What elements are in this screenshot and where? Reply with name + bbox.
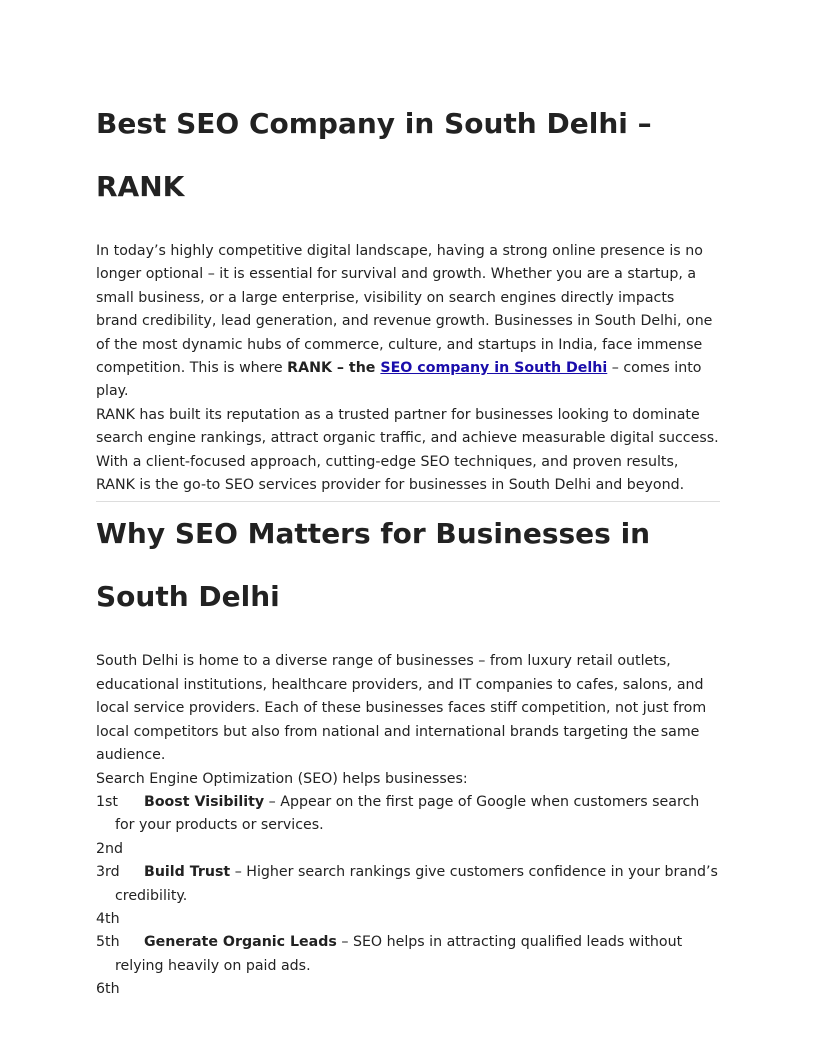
list-item (96, 838, 720, 861)
list-marker: 5th (96, 934, 120, 951)
list-item-text: – SEO helps in attracting qualified leads without relying heavily on paid ads. (115, 934, 683, 974)
list-item (96, 861, 720, 908)
list-item-title: Generate Organic Leads (144, 934, 337, 951)
list-item-text: – Appear on the first page of Google when customers search for your products or services. (115, 793, 700, 834)
intro-text-end: – comes into play. (96, 360, 702, 400)
list-item (96, 931, 720, 978)
list-item (96, 978, 720, 1001)
section-heading: Why SEO Matters for Businesses in South Delhi (96, 517, 651, 614)
list-item-text: – Higher search rankings give customers confidence in your brand’s credibility. (115, 864, 718, 904)
intro-brand-bold: RANK – the (287, 360, 381, 377)
list-marker: 6th (96, 981, 120, 998)
list-item-title: Build Trust (144, 864, 231, 881)
list-marker: 2nd (96, 840, 124, 857)
page-title: Best SEO Company in South Delhi – RANK (96, 107, 652, 203)
seo-company-link[interactable]: SEO company in South Delhi (380, 360, 608, 377)
list-marker: 1st (96, 793, 118, 810)
seo-benefits-list (96, 791, 720, 1002)
list-item (96, 791, 720, 838)
list-marker: 3rd (96, 864, 120, 881)
intro-paragraph (96, 240, 720, 404)
why-seo-section (96, 650, 720, 1001)
list-item (96, 908, 720, 931)
intro-text-start: In today’s highly competitive digital landscape, having a strong online presence is no longer optional – it is essential for survival and growth. Whether you are a startup, a small business, or a large enterprise, visibility on search engines directly impacts brand credibility, lead generation, and revenue growth. Businesses in South Delhi, one of the most dynamic hubs of commerce, culture, and startups in India, face immense competition. This is where (96, 243, 713, 377)
south-delhi-paragraph: South Delhi is home to a diverse range of businesses – from luxury retail outlets, educational institutions, healthcare providers, and IT companies to cafes, salons, and local service providers. Each of these businesses faces stiff competition, not just from local competitors but also from national and international brands targeting the same audience. (96, 653, 707, 764)
seo-helps-intro: Search Engine Optimization (SEO) helps businesses: (96, 770, 468, 787)
list-marker: 4th (96, 910, 120, 927)
intro-section (96, 240, 720, 497)
rank-reputation-paragraph: RANK has built its reputation as a trusted partner for businesses looking to dominate search engine rankings, attract organic traffic, and achieve measurable digital success. With a client-focused approach, cutting-edge SEO techniques, and proven results, RANK is the go-to SEO services provider for businesses in South Delhi and beyond. (96, 406, 719, 494)
list-item-title: Boost Visibility (144, 793, 265, 810)
